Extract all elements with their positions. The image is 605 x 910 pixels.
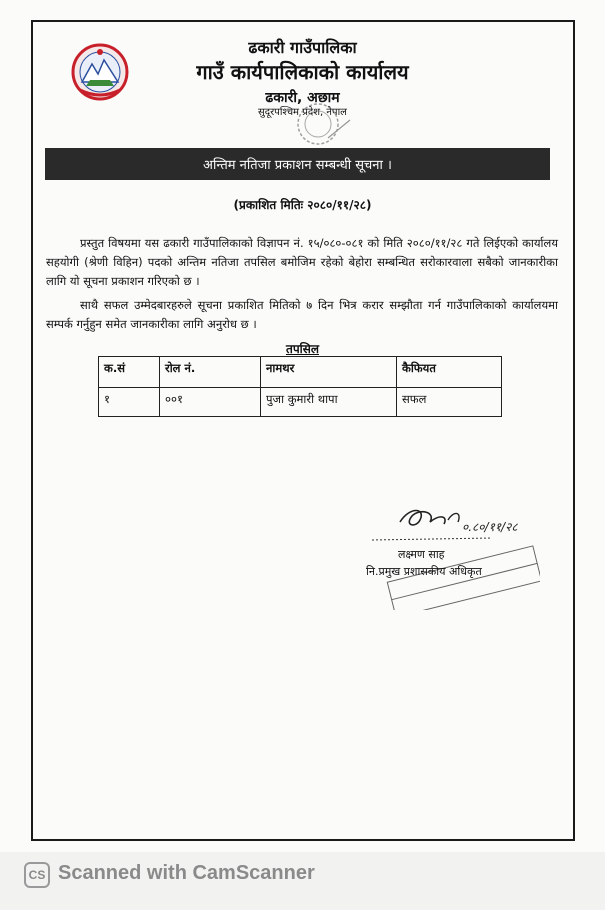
signature-date: ०.८०/११/२८ [462, 520, 518, 534]
notice-title: अन्तिम नतिजा प्रकाशन सम्बन्धी सूचना । [203, 158, 392, 173]
cell-remarks: सफल [397, 388, 502, 417]
province-name: सुदूरपश्चिम प्रदेश, नेपाल [258, 107, 347, 118]
table-header-row [99, 357, 502, 388]
table-caption: तपसिल [285, 342, 319, 356]
published-date: (प्रकाशित मितिः २०८०/११/२८) [233, 198, 372, 212]
cell-roll: ००१ [160, 388, 261, 417]
signer-name: लक्ष्मण साह [398, 548, 445, 561]
camscanner-icon: CS [24, 862, 50, 888]
cell-serial: १ [99, 388, 160, 417]
col-remarks-header: कैफियत [397, 357, 502, 388]
notice-paragraph-1: प्रस्तुत विषयमा यस ढकारी गाउँपालिकाको विज्ञापन नं. १५/०८०-०८१ को मिति २०८०/११/२८ गते लिईएको कार्यालय सहयोगी (श्रेणी विहिन) पदको अन्तिम नतिजा तपसिल बमोजिम रहेको बेहोरा सम्बन्धित सरोकारवाला सबैको जानकारीका लागि यो सूचना प्रकाशन गरिएको छ । [46, 236, 558, 288]
office-location: ढकारी, अछाम [265, 90, 340, 106]
scanner-watermark: Scanned with CamScanner [58, 862, 315, 884]
signer-title: नि.प्रमुख प्रशासकीय अधिकृत [366, 565, 482, 578]
office-stamp-icon [288, 98, 358, 150]
col-serial-header: क.सं [99, 357, 160, 388]
notice-paragraph-2: साथै सफल उम्मेदबारहरुले सूचना प्रकाशित मितिको ७ दिन भित्र करार सम्झौता गर्न गाउँपालिकाको कार्यालयमा सम्पर्क गर्नुहुन समेत जानकारीका लागि अनुरोध छ । [46, 298, 558, 331]
office-name: गाउँ कार्यपालिकाको कार्यालय [196, 60, 409, 84]
col-roll-header: रोल नं. [160, 357, 261, 388]
signature-and-stamp [360, 500, 540, 610]
table-row [99, 388, 502, 417]
col-name-header: नामथर [261, 357, 397, 388]
notice-title-banner [45, 148, 550, 180]
cell-name: पुजा कुमारी थापा [261, 388, 397, 417]
result-table [98, 356, 502, 417]
municipality-name: ढकारी गाउँपालिका [248, 38, 357, 57]
